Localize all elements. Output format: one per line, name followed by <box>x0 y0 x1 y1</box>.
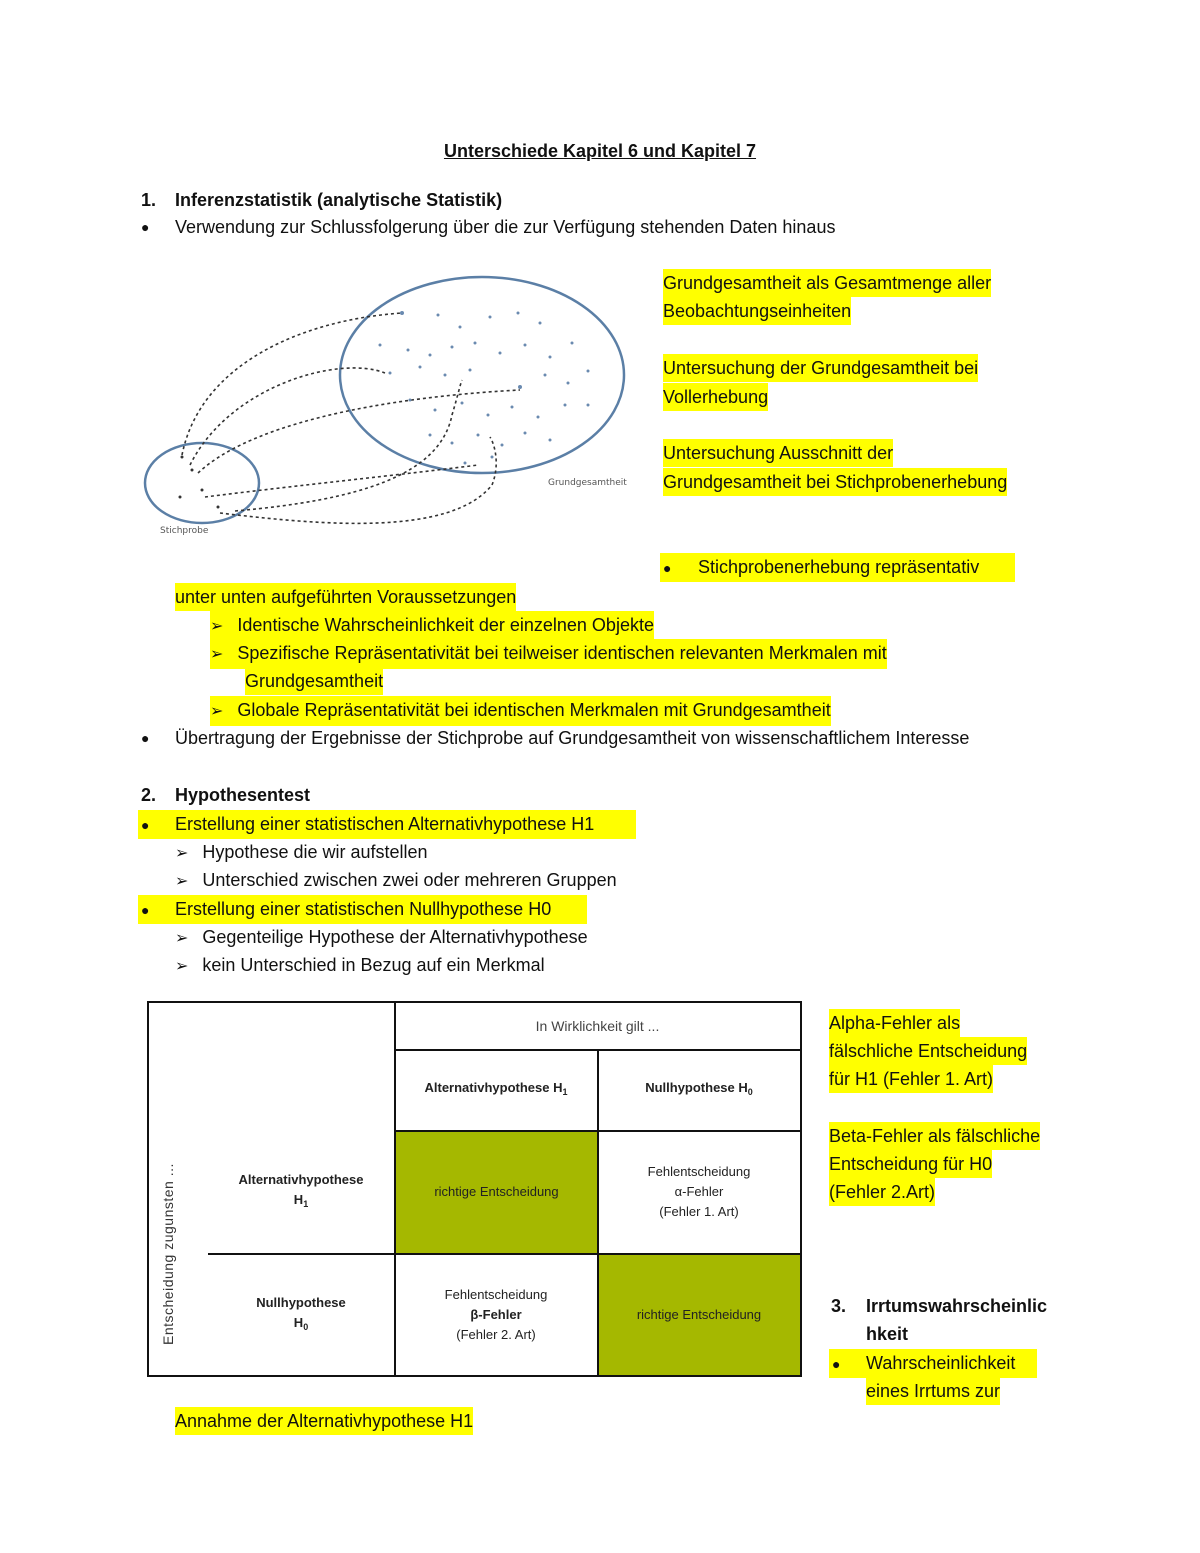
section-1-number: 1. <box>141 190 157 210</box>
sub-item-1: ➢ Identische Wahrscheinlichkeit der einzelnen Objekte <box>210 611 654 641</box>
h0-sub-1: ➢ Gegenteilige Hypothese der Alternativhypothese <box>175 927 588 947</box>
sub-item-2: ➢ Spezifische Repräsentativität bei teilweiser identischen relevanten Merkmalen mit <box>210 639 887 669</box>
sample-label: Stichprobe <box>160 526 209 536</box>
side-note-line: Vollerhebung <box>663 383 768 411</box>
bullet-icon: ● <box>141 902 150 918</box>
connector-line <box>220 437 496 523</box>
alpha-note: für H1 (Fehler 1. Art) <box>829 1065 993 1093</box>
bullet-icon: ● <box>141 219 150 235</box>
row-axis-label: Entscheidung zugunsten ... <box>160 1163 176 1345</box>
section-1-heading: Inferenzstatistik (analytische Statistik) <box>175 190 503 210</box>
bullet-icon: ● <box>141 730 150 746</box>
connector-line <box>190 368 385 465</box>
arrow-right-icon: ➢ <box>175 845 189 862</box>
bullet-icon: ● <box>663 560 672 576</box>
highlight-bar <box>138 810 636 839</box>
section-1-bullet-3: Übertragung der Ergebnisse der Stichprobe auf Grundgesamtheit von wissenschaftlichem Interesse <box>175 728 970 748</box>
row-header-h0: Nullhypothese $H_0$ <box>256 1295 346 1332</box>
sub-item-3: ➢ Globale Repräsentativität bei identischen Merkmalen mit Grundgesamtheit <box>210 696 831 726</box>
row-header-h1: Alternativhypothese $H_1$ <box>238 1172 364 1209</box>
side-note-line: Untersuchung Ausschnitt der <box>663 439 893 467</box>
section-2-number: 2. <box>141 785 157 805</box>
section-3-bullet: Wahrscheinlichkeit <box>866 1353 1016 1373</box>
side-note-line: Untersuchung der Grundgesamtheit bei <box>663 354 978 382</box>
side-note-line: Grundgesamtheit bei Stichprobenerhebung <box>663 468 1007 496</box>
beta-note: Entscheidung für H0 <box>829 1150 992 1178</box>
population-ellipse <box>340 277 624 473</box>
section-3-heading-cont: hkeit <box>866 1324 909 1344</box>
section-3-heading: Irrtumswahrscheinlic <box>866 1296 1048 1316</box>
highlight-bar <box>138 895 587 924</box>
arrow-right-icon: ➢ <box>210 703 224 720</box>
footer-line: Annahme der Alternativhypothese H1 <box>175 1407 473 1435</box>
alpha-note: fälschliche Entscheidung <box>829 1037 1027 1065</box>
section-3-bullet-cont: eines Irrtums zur <box>866 1377 1000 1405</box>
section-2-heading: Hypothesentest <box>175 785 311 805</box>
beta-note: Beta-Fehler als fälschliche <box>829 1122 1040 1150</box>
alpha-note: Alpha-Fehler als <box>829 1009 960 1037</box>
connector-line <box>235 380 462 511</box>
col-header-h1: Alternativhypothese $H_1$ <box>424 1080 568 1097</box>
arrow-right-icon: ➢ <box>210 646 224 663</box>
connector-line <box>205 465 478 497</box>
sample-points <box>179 456 220 509</box>
bullet-icon: ● <box>832 1356 841 1372</box>
page-title: Unterschiede Kapitel 6 und Kapitel 7 <box>443 141 757 161</box>
arrow-right-icon: ➢ <box>175 958 189 975</box>
stichprobe-bullet-cont: unter unten aufgeführten Voraussetzungen <box>175 583 516 611</box>
side-note-line: Grundgesamtheit als Gesamtmenge aller <box>663 269 991 297</box>
population-points <box>379 311 590 465</box>
arrow-right-icon: ➢ <box>175 873 189 890</box>
highlight-bar <box>829 1349 1037 1378</box>
section-1-bullet-1: Verwendung zur Schlussfolgerung über die zur Verfügung stehenden Daten hinaus <box>175 217 836 237</box>
cell-h0-h0: richtige Entscheidung <box>598 1254 800 1375</box>
h1-sub-2: ➢ Unterschied zwischen zwei oder mehreren Gruppen <box>175 870 617 890</box>
cell-h0-h1: Fehlentscheidung β-Fehler (Fehler 2. Art) <box>444 1287 548 1342</box>
h1-sub-1: ➢ Hypothese die wir aufstellen <box>175 842 428 862</box>
arrow-right-icon: ➢ <box>210 618 224 635</box>
bullet-icon: ● <box>141 817 150 833</box>
col-header-h0: Nullhypothese $H_0$ <box>645 1080 753 1097</box>
sample-population-diagram <box>140 275 640 545</box>
stichprobe-bullet-head: Stichprobenerhebung repräsentativ <box>698 557 980 577</box>
h0-bullet: Erstellung einer statistischen Nullhypothese H0 <box>175 899 552 919</box>
sub-item-2-cont: Grundgesamtheit <box>245 667 383 695</box>
h0-sub-2: ➢ kein Unterschied in Bezug auf ein Merkmal <box>175 955 545 975</box>
beta-note: (Fehler 2.Art) <box>829 1178 935 1206</box>
section-3-number: 3. <box>831 1296 847 1316</box>
highlight-bar <box>660 553 1015 582</box>
population-label: Grundgesamtheit <box>548 478 627 488</box>
cell-h1-h0: Fehlentscheidung α-Fehler (Fehler 1. Art) <box>647 1164 751 1219</box>
arrow-right-icon: ➢ <box>175 930 189 947</box>
side-note-line: Beobachtungseinheiten <box>663 297 851 325</box>
h1-bullet: Erstellung einer statistischen Alternativhypothese H1 <box>175 814 595 834</box>
cell-h1-h1: richtige Entscheidung <box>395 1130 598 1254</box>
table-header-top: In Wirklichkeit gilt ... <box>535 1018 660 1034</box>
